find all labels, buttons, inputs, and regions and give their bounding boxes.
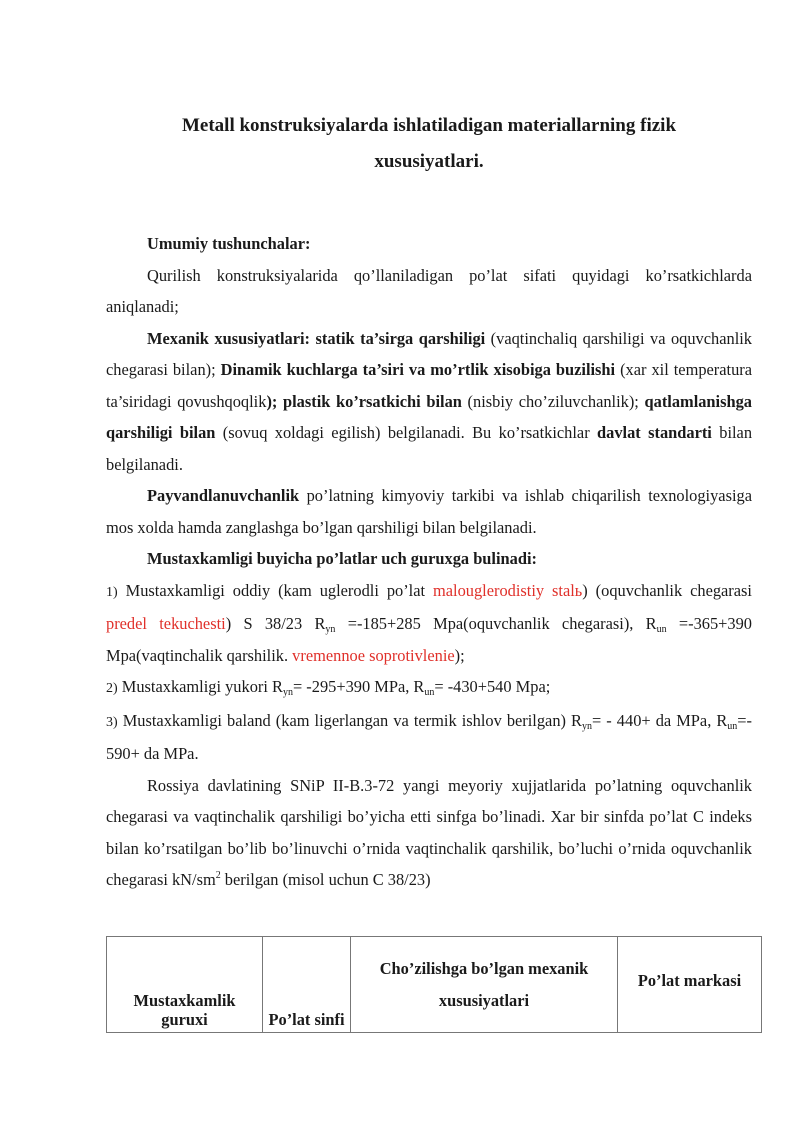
section-heading-general: Umumiy tushunchalar: (147, 234, 311, 253)
document-body (106, 108, 752, 896)
title-line-2: xususiyatlari. (374, 151, 484, 172)
paragraph-intro: Qurilish konstruksiyalarida qo’llaniladigan po’lat sifati quyidagi ko’rsatkichlarda aniqlanadi; (106, 265, 752, 316)
table-header-row (107, 937, 762, 1033)
header-steel-grade: Po’lat markasi (618, 937, 762, 1033)
list-item-group-1: 1) Mustaxkamligi oddiy (kam uglerodli po’lat malouglerodistiy stalь) (oquvchanlik chegarasi predel tekuchesti) S 38/23 $R_{yn} =-185+285$ Mpa(oquvchanlik chegarasi), $R_{un} =-365+390$ Mpa(vaqtinchalik qarshilik. vremennoe soprotivlenie); (106, 580, 753, 665)
header-strength-group: Mustaxkamlik guruxi (107, 937, 263, 1033)
paragraph-mechanical: Mexanik xususiyatlari: statik ta’sirga qarshiligi (vaqtinchaliq qarshiligi va oquvchanlik chegarasi bilan); Dinamik kuchlarga ta’siri va mo’rtlik xisobiga buzilishi (xar xil temperatura ta’siridagi qovushqoqlik); plastik ko’rsatkichi bilan (nisbiy cho’ziluvchanlik); qatlamlanishga qarshiligi bilan (sovuq xoldagi egilish) belgilanadi. Bu ko’rsatkichlar davlat standarti bilan belgilanadi. (106, 328, 753, 474)
title-line-1: Metall konstruksiyalarda ishlatiladigan materiallarning fizik (181, 115, 677, 136)
list-item-group-3: 3) Mustaxkamligi baland (kam ligerlangan va termik ishlov berilgan) $R_{yn}= - 440+$ da MPa, $R_{un}=-$ 590+ da MPa. (106, 710, 752, 763)
list-item-group-2: 2) Mustaxkamligi yukori $R_{yn}= -295+390$ MPa, $R_{un}= -430+540$ Mpa; (106, 677, 551, 698)
paragraph-russia-snip: Rossiya davlatining SNiP II-B.3-72 yangi meyoriy xujjatlarida po’latning oquvchanlik chegarasi va vaqtinchalik qarshiligi bo’yicha etti sinfga bo’linadi. Xar bir sinfda po’lat C indeks bilan ko’rsatilgan bo’lib bo’linuvchi o’rnida vaqtinchalik qarshilik, bo’luchi o’rnida oquvchanlik chegarasi $kN/sm^2$ berilgan (misol uchun C 38/23) (106, 775, 752, 889)
steel-classes-table (106, 936, 762, 1033)
header-mechanical-properties: Cho’zilishga bo’lgan mexanik xususiyatlari (351, 937, 618, 1033)
paragraph-weldability: Payvandlanuvchanlik po’latning kimyoviy tarkibi va ishlab chiqarilish texnologiyasiga mos xolda hamda zanglashga bo’lgan qarshiligi bilan belgilanadi. (106, 486, 752, 537)
header-steel-class: Po’lat sinfi (263, 937, 351, 1033)
section-heading-groups: Mustaxkamligi buyicha po’latlar uch guruxga bulinadi: (147, 549, 537, 568)
